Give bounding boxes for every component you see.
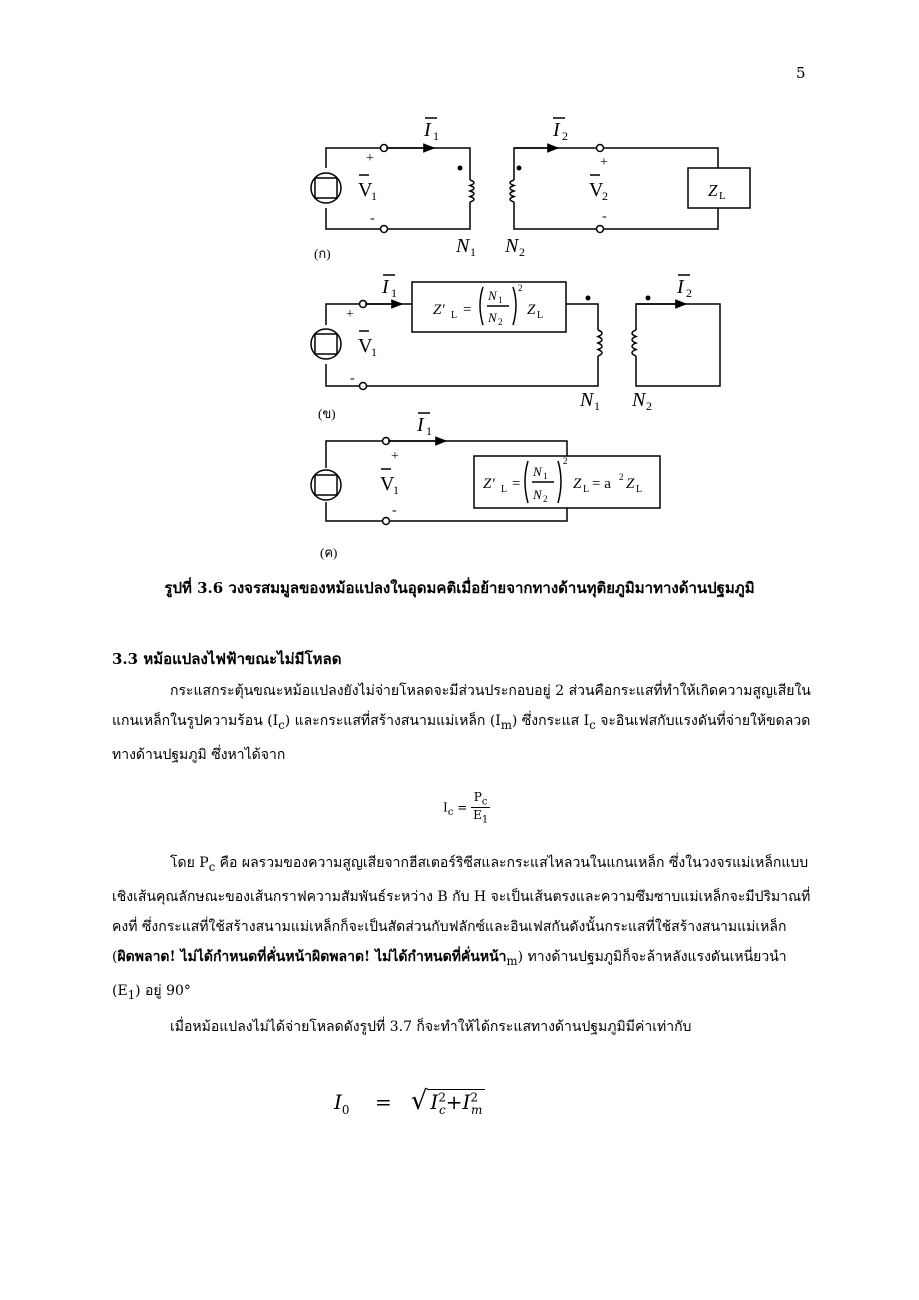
minus-sign: - [370, 211, 375, 226]
plus-sign: + [600, 155, 608, 170]
equals: = [512, 476, 521, 492]
label-n2: N [632, 389, 646, 411]
z-prime-sub: L [451, 310, 458, 321]
label-n1: N [580, 389, 594, 411]
label-i1-sub: 1 [426, 424, 432, 438]
label-v1-sub: 1 [371, 345, 377, 359]
ratio-num-sub: 1 [543, 471, 548, 481]
power: 2 [619, 472, 624, 482]
subfig-label: (ข) [318, 406, 336, 421]
label-i1: I [424, 119, 431, 141]
label-n2-sub: 2 [646, 399, 652, 413]
load-z: Z [626, 476, 635, 492]
subfig-label: (ค) [320, 545, 338, 560]
label-n1-sub: 1 [470, 245, 476, 259]
label-v1-sub: 1 [371, 189, 377, 203]
polarity-dot [646, 296, 651, 301]
figure-caption: รูปที่ 3.6 วงจรสมมูลของหม้อแปลงในอุดมคติเมื่อย้ายจากทางด้านทุติยภูมิมาทางด้านปฐมภูมิ [164, 579, 755, 597]
load-z-sub: L [537, 310, 544, 321]
subfig-label: (ก) [314, 246, 331, 261]
label-i2: I [553, 119, 560, 141]
minus-sign: - [602, 209, 607, 224]
z-prime: Z' [483, 476, 495, 492]
polarity-dot [517, 166, 522, 171]
label-n1-sub: 1 [594, 399, 600, 413]
label-i2-sub: 2 [686, 286, 692, 300]
minus-sign: - [392, 503, 397, 518]
bookmark-error-text: ผิดพลาด! ไม่ได้กำหนดที่คั่นหน้าผิดพลาด! ไม่ได้กำหนดที่คั่นหน้า [117, 948, 507, 965]
label-v1-sub: 1 [393, 483, 399, 497]
ratio-num: N [533, 464, 542, 479]
polarity-dot [458, 166, 463, 171]
label-i1-sub: 1 [391, 286, 397, 300]
label-v2: V [589, 179, 604, 201]
ratio-den: N [533, 487, 542, 502]
power: 2 [563, 456, 568, 466]
paragraph: โดย $P_c$ คือ ผลรวมของความสูญเสียจากฮีสเตอร์ริซีสและกระแสไหลวนในแกนเหล็ก ซึ่งในวงจรแม่เหล็กแบบเชิงเส้นคุณลักษณะของเส้นกราฟความสัมพันธ์ระหว่าง B กับ H จะเป็นเส้นตรงและความซึมซาบแม่เหล็กจะมีปริมาณที่คงที่ ซึ่งกระแสที่ใช้สร้างสนามแม่เหล็กก็จะเป็นสัดส่วนกับฟลักซ์และอินเฟสกันดังนั้นกระแสที่ใช้สร้างสนามแม่เหล็ก (ผิดพลาด! ไม่ได้กำหนดที่คั่นหน้าผิดพลาด! ไม่ได้กำหนดที่คั่นหน้า$_m$) ทางด้านปฐมภูมิก็จะล้าหลังแรงดันเหนี่ยวนำ $(E_1)$ อยู่ 90° [112, 855, 811, 1002]
label-v2-sub: 2 [602, 189, 608, 203]
label-n1: N [456, 235, 470, 257]
equation-i0: $I_0$ = √ $I^2_c+I^2_m$ [334, 1086, 485, 1117]
label-v1: V [358, 179, 373, 201]
label-i1: I [417, 414, 424, 436]
ratio-den-sub: 2 [543, 494, 548, 504]
polarity-dot [586, 296, 591, 301]
load-z: Z [573, 476, 582, 492]
load-z-sub: L [636, 484, 643, 495]
plus-sign: + [366, 151, 374, 166]
z-prime-sub: L [501, 484, 508, 495]
label-i1: I [382, 276, 389, 298]
minus-sign: - [350, 371, 355, 386]
power: 2 [518, 283, 523, 293]
equals-a: = a [592, 476, 611, 492]
equation-ic: $I_c$ = $\frac{P_c}{E_1}$ [443, 790, 489, 826]
ratio-den-sub: 2 [498, 317, 503, 327]
load-z-sub: L [719, 190, 726, 202]
ratio-den: N [488, 310, 497, 325]
equivalent-circuit-figure [0, 0, 919, 570]
paragraph: กระแสกระตุ้นขณะหม้อแปลงยังไม่จ่ายโหลดจะมีส่วนประกอบอยู่ 2 ส่วนคือกระแสที่ทำให้เกิดความสูญเสียในแกนเหล็กในรูปความร้อน $(I_c)$ และกระแสที่สร้างสนามแม่เหล็ก $(I_m)$ ซึ่งกระแส $I_c$ จะอินเฟสกับแรงดันที่จ่ายให้ขดลวดทางด้านปฐมภูมิ ซึ่งหาได้จาก [112, 683, 811, 763]
load-z: Z [708, 181, 718, 200]
page-number: 5 [796, 64, 806, 82]
plus-sign: + [391, 449, 399, 464]
z-prime: Z' [433, 302, 445, 318]
paragraph: เมื่อหม้อแปลงไม่ได้จ่ายโหลดดังรูปที่ 3.7 ก็จะทำให้ได้กระแสทางด้านปฐมภูมิมีค่าเท่ากับ [170, 1019, 692, 1035]
load-z: Z [527, 302, 536, 318]
equals: = [463, 302, 472, 318]
label-v1: V [380, 473, 395, 495]
label-v1: V [358, 335, 373, 357]
label-i2: I [677, 276, 684, 298]
label-n2: N [505, 235, 519, 257]
section-heading: 3.3 หม้อแปลงไฟฟ้าขณะไม่มีโหลด [112, 650, 342, 668]
load-z-sub: L [583, 484, 590, 495]
label-i2-sub: 2 [562, 129, 568, 143]
ratio-num-sub: 1 [498, 295, 503, 305]
plus-sign: + [346, 307, 354, 322]
label-n2-sub: 2 [519, 245, 525, 259]
ratio-num: N [488, 288, 497, 303]
label-i1-sub: 1 [433, 129, 439, 143]
